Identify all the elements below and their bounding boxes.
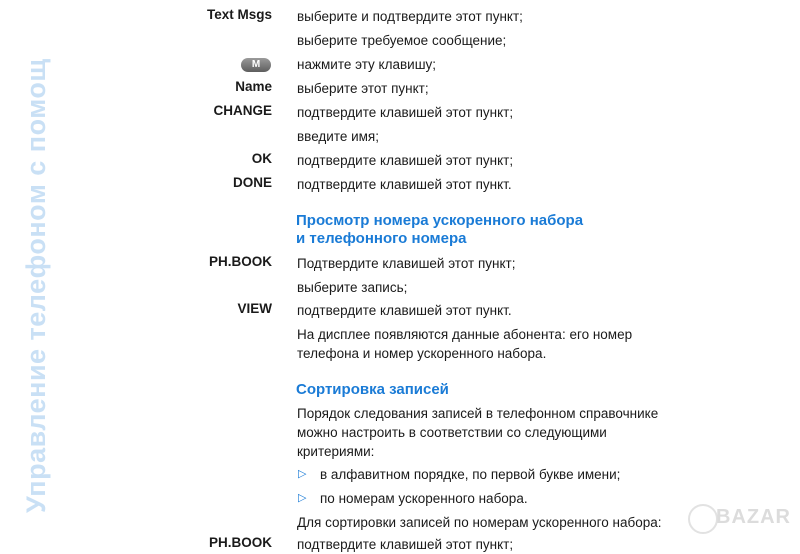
bullet-text: в алфавитном порядке, по первой букве имени; [320, 467, 621, 482]
menu-key: OK [251, 151, 272, 166]
menu-key: CHANGE [213, 103, 272, 118]
note-line: На дисплее появляются данные абонента: его номер [297, 327, 633, 342]
intro-line: можно настроить в соответствии со следующими [297, 425, 607, 440]
triangle-bullet-icon: ▷ [298, 492, 307, 504]
instruction-text: подтвердите клавишей этот пункт; [297, 153, 514, 168]
instruction-text: Для сортировки записей по номерам ускоренного набора: [297, 515, 662, 530]
watermark-badge-icon [688, 504, 718, 534]
menu-key: PH.BOOK [208, 535, 272, 550]
intro-line: критериями: [297, 444, 375, 459]
bullet-text: по номерам ускоренного набора. [320, 491, 528, 506]
instruction-text: подтвердите клавишей этот пункт. [297, 303, 512, 318]
instruction-text: подтвердите клавишей этот пункт; [297, 537, 514, 552]
section-heading-view [296, 212, 583, 248]
menu-key: VIEW [237, 301, 272, 316]
menu-key: PH.BOOK [208, 254, 272, 269]
intro-line: Порядок следования записей в телефонном справочнике [297, 406, 659, 421]
instruction-text: подтвердите клавишей этот пункт. [297, 177, 512, 192]
menu-key: DONE [232, 175, 272, 190]
instruction-text: выберите запись; [297, 280, 408, 295]
instruction-text: введите имя; [297, 129, 379, 144]
instruction-text: подтвердите клавишей этот пункт; [297, 105, 514, 120]
instruction-text: нажмите эту клавишу; [297, 57, 437, 72]
watermark [688, 500, 792, 534]
side-title [8, 0, 52, 543]
instruction-text: выберите требуемое сообщение; [297, 33, 507, 48]
menu-key: Text Msgs [206, 7, 272, 22]
heading-line: Просмотр номера ускоренного набора [296, 212, 584, 229]
m-key-icon: M [241, 58, 271, 72]
menu-key: Name [235, 79, 272, 94]
instruction-text: Подтвердите клавишей этот пункт; [297, 256, 516, 271]
note-line: телефона и номер ускоренного набора. [297, 346, 547, 361]
triangle-bullet-icon: ▷ [298, 468, 307, 480]
side-title-text: Управление телефоном с помощ [21, 58, 51, 513]
watermark-text: BAZAR [716, 506, 791, 528]
section-heading-sort: Сортировка записей [296, 381, 449, 398]
instruction-text: выберите и подтвердите этот пункт; [297, 9, 523, 24]
heading-line: и телефонного номера [296, 230, 467, 247]
instruction-text: выберите этот пункт; [297, 81, 429, 96]
